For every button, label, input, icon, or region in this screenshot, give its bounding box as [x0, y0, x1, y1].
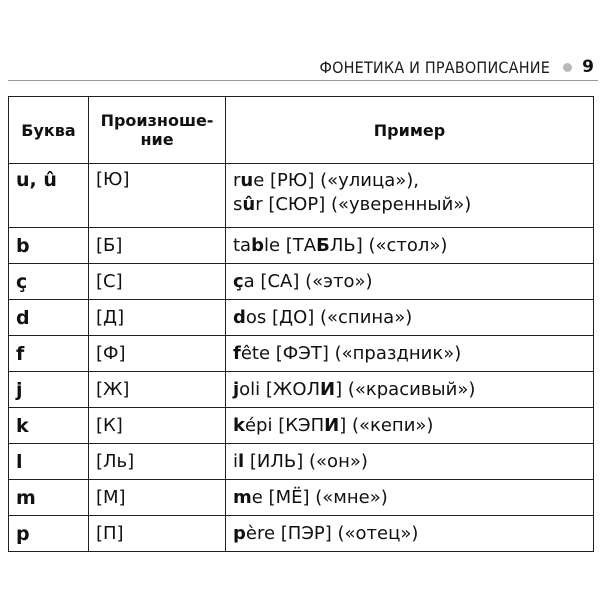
table-row: [9, 480, 594, 516]
cell-example: [226, 444, 594, 480]
example-line: [233, 486, 586, 510]
cell-pronunciation: [Ж]: [89, 372, 226, 408]
example-text: [ИЛЬ] («он»): [244, 450, 368, 472]
example-text: a [СА] («это»): [243, 270, 373, 292]
example-text: ête [ФЭТ] («праздник»): [240, 342, 462, 364]
section-title: ФОНЕТИКА И ПРАВОПИСАНИЕ: [319, 58, 550, 77]
table-row: [9, 516, 594, 552]
example-text: r [СЮР] («уверенный»): [255, 194, 472, 215]
column-header-pronunciation: Произноше- ние: [89, 97, 226, 164]
example-line: [233, 378, 586, 402]
highlighted-letter: И: [324, 414, 340, 436]
cell-example: [226, 228, 594, 264]
cell-example: [226, 300, 594, 336]
example-line: [233, 270, 586, 294]
cell-letter: m: [9, 480, 89, 516]
highlighted-letter: p: [233, 522, 246, 544]
highlighted-letter: m: [233, 486, 252, 508]
example-text: ta: [233, 234, 252, 256]
example-text: ЛЬ] («стол»): [329, 234, 448, 256]
cell-letter: u, û: [9, 164, 89, 228]
example-text: r: [233, 170, 241, 191]
table-row: [9, 164, 594, 228]
highlighted-letter: f: [233, 342, 241, 364]
cell-pronunciation: [Д]: [89, 300, 226, 336]
example-line: [233, 522, 586, 546]
highlighted-letter: û: [242, 194, 256, 215]
cell-letter: f: [9, 336, 89, 372]
example-text: e [МЁ] («мне»): [251, 486, 388, 508]
example-text: e [РЮ] («улица»),: [253, 170, 420, 191]
highlighted-letter: Б: [316, 234, 330, 256]
highlighted-letter: u: [240, 170, 254, 191]
example-text: ] («красивый»): [335, 378, 476, 400]
cell-pronunciation: [К]: [89, 408, 226, 444]
table-header-row: [9, 97, 594, 164]
example-text: ] («кепи»): [339, 414, 434, 436]
example-line: [233, 414, 586, 438]
table-body: [9, 164, 594, 552]
example-text: i: [233, 450, 239, 472]
cell-letter: p: [9, 516, 89, 552]
cell-example: [226, 408, 594, 444]
highlighted-letter: ç: [233, 270, 244, 292]
bullet-dot-icon: [563, 63, 572, 72]
cell-pronunciation: [Б]: [89, 228, 226, 264]
cell-example: [226, 480, 594, 516]
table-row: [9, 300, 594, 336]
cell-pronunciation: [Ю]: [89, 164, 226, 228]
cell-example: [226, 516, 594, 552]
table-row: [9, 228, 594, 264]
example-line: [233, 306, 586, 330]
cell-letter: k: [9, 408, 89, 444]
page-number: 9: [582, 57, 594, 77]
example-line: [233, 342, 586, 366]
cell-example: [226, 336, 594, 372]
cell-pronunciation: [Ль]: [89, 444, 226, 480]
table-row: [9, 408, 594, 444]
example-line: [233, 450, 586, 474]
table-row: [9, 372, 594, 408]
cell-example: [226, 372, 594, 408]
cell-letter: b: [9, 228, 89, 264]
example-text: os [ДО] («спина»): [245, 306, 413, 328]
cell-pronunciation: [П]: [89, 516, 226, 552]
cell-letter: j: [9, 372, 89, 408]
highlighted-letter: И: [320, 378, 336, 400]
table-row: [9, 444, 594, 480]
cell-letter: ç: [9, 264, 89, 300]
table-row: [9, 336, 594, 372]
cell-letter: d: [9, 300, 89, 336]
cell-example: [226, 264, 594, 300]
example-text: s: [233, 194, 243, 215]
example-text: ère [ПЭР] («отец»): [245, 522, 419, 544]
phonetics-table: [8, 96, 594, 552]
cell-pronunciation: [Ф]: [89, 336, 226, 372]
example-line: [233, 193, 586, 217]
highlighted-letter: j: [233, 378, 240, 400]
example-line: [233, 234, 586, 258]
column-header-example: Пример: [226, 97, 594, 164]
cell-pronunciation: [М]: [89, 480, 226, 516]
cell-example: [226, 164, 594, 228]
highlighted-letter: d: [233, 306, 246, 328]
highlighted-letter: b: [251, 234, 264, 256]
column-header-letter: Буква: [9, 97, 89, 164]
highlighted-letter: k: [233, 414, 245, 436]
running-header: [8, 58, 598, 81]
example-text: épi [КЭП: [244, 414, 325, 436]
example-text: oli [ЖОЛ: [239, 378, 321, 400]
example-text: le [ТА: [263, 234, 317, 256]
cell-letter: l: [9, 444, 89, 480]
cell-pronunciation: [С]: [89, 264, 226, 300]
example-line: [233, 169, 586, 193]
table-row: [9, 264, 594, 300]
highlighted-letter: l: [238, 450, 245, 472]
